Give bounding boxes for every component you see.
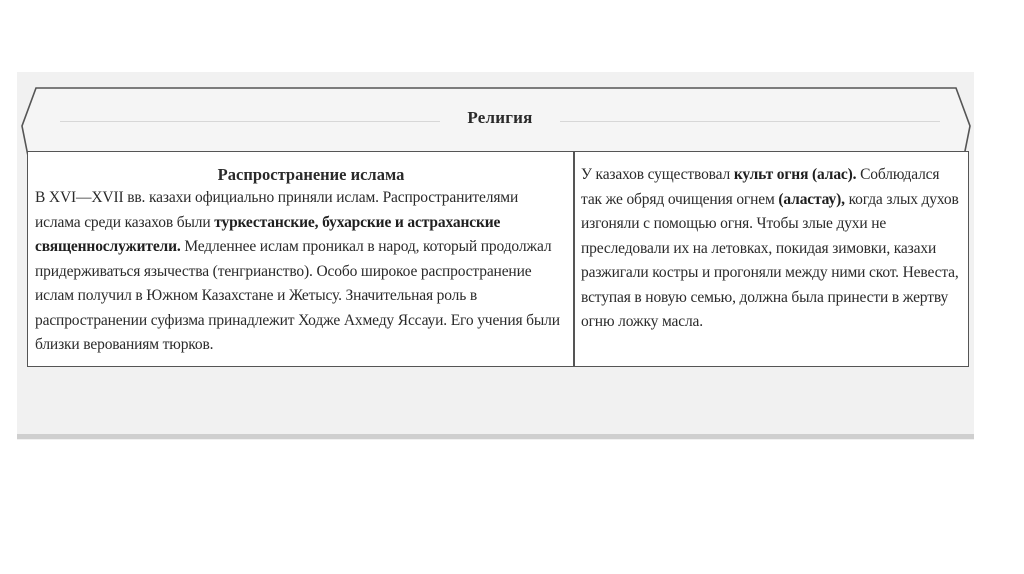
right-text-part-2: Соблюдался так же обряд очищения огнем bbox=[581, 166, 940, 208]
right-cell-text bbox=[581, 163, 959, 335]
left-cell bbox=[35, 163, 565, 358]
right-text-bold-2: (аластау), bbox=[778, 190, 845, 208]
left-text-bold: туркестанские, бухарские и астраханские священнослужители. bbox=[35, 213, 501, 255]
banner-title: Религия bbox=[467, 108, 533, 127]
left-text-part-2: Медленнее ислам проникал в народ, который продолжал придерживаться язычества (тенгрианство). Особо широкое распространение ислам получил в Южном Казахстане и Жетысу. Значительная роль в распространении суфизма принадлежит Ходже Ахмеду Яссауи. Его учения были близки верованиям тюрков. bbox=[35, 238, 560, 353]
scan-bottom-edge bbox=[17, 434, 974, 439]
right-text-part-3: когда злых духов изгоняли с помощью огня. Чтобы злые духи не преследовали их на летовках, покидая зимовки, казахи разжигали костры и прогоняли между ними скот. Невеста, вступая в новую семью, должна была принести в жертву огню ложку масла. bbox=[581, 190, 959, 330]
left-cell-text bbox=[35, 186, 565, 358]
left-text-part-1: В XVI—XVII вв. казахи официально приняли ислам. Распространителями ислама среди казахов были bbox=[35, 189, 519, 231]
right-text-part-1: У казахов существовал bbox=[581, 166, 734, 183]
column-divider bbox=[573, 151, 575, 367]
left-cell-heading: Распространение ислама bbox=[217, 165, 405, 184]
right-text-bold-1: культ огня (алас). bbox=[733, 166, 857, 183]
right-cell bbox=[581, 163, 959, 335]
